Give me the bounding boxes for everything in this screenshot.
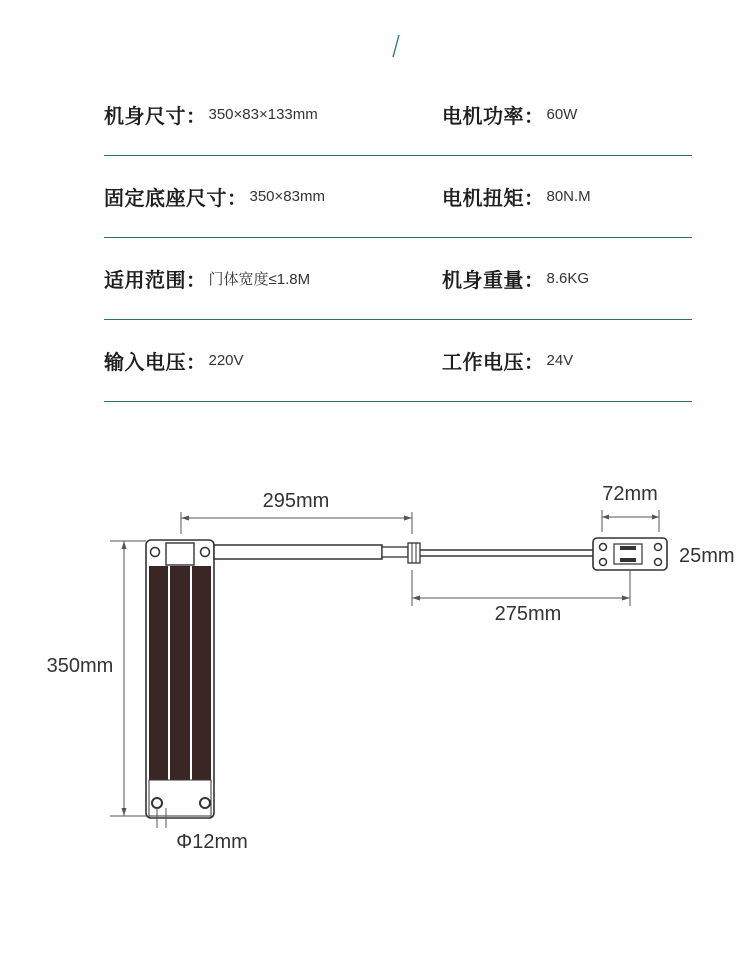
dimension-label: 295mm bbox=[262, 490, 330, 512]
spec-working-voltage bbox=[442, 320, 573, 401]
motor-body bbox=[146, 540, 214, 818]
spec-value: 350×83mm bbox=[249, 188, 325, 205]
spec-row bbox=[104, 238, 692, 320]
spec-label: 固定底座尺寸： bbox=[104, 186, 248, 210]
swing-arm bbox=[214, 543, 597, 563]
spec-row bbox=[104, 320, 692, 402]
spec-label: 机身重量： bbox=[442, 268, 545, 292]
dimension-arm-length bbox=[181, 490, 412, 534]
spec-row bbox=[104, 74, 692, 156]
spec-label: 输入电压： bbox=[104, 350, 207, 374]
spec-value: 24V bbox=[546, 352, 574, 369]
dimension-label: Φ12mm bbox=[176, 831, 248, 853]
spec-value: 8.6KG bbox=[546, 270, 590, 287]
spec-value: 门体宽度≤1.8M bbox=[208, 271, 311, 288]
spec-scope bbox=[104, 238, 310, 319]
dimension-label: 275mm bbox=[494, 603, 562, 625]
spec-label: 机身尺寸： bbox=[104, 104, 207, 128]
spec-motor-power bbox=[442, 74, 577, 155]
dimension-label: 350mm bbox=[46, 655, 114, 677]
spec-motor-torque bbox=[442, 156, 591, 237]
spec-input-voltage bbox=[104, 320, 244, 401]
door-bracket bbox=[593, 538, 667, 570]
spec-value: 220V bbox=[208, 352, 244, 369]
spec-body-size bbox=[104, 74, 318, 155]
dimension-rod-length bbox=[412, 570, 630, 625]
dimension-body-height bbox=[47, 541, 146, 816]
spec-label: 适用范围： bbox=[104, 268, 207, 292]
spec-value: 80N.M bbox=[546, 188, 591, 205]
spec-label: 电机功率： bbox=[442, 104, 545, 128]
dimension-bracket-height: 25mm bbox=[679, 545, 735, 567]
dimension-bracket-width bbox=[602, 483, 659, 532]
spec-base-size bbox=[104, 156, 325, 237]
spec-label: 工作电压： bbox=[442, 350, 545, 374]
spec-value: 350×83×133mm bbox=[208, 106, 318, 123]
spec-weight bbox=[442, 238, 589, 319]
dimension-label: 72mm bbox=[602, 483, 658, 505]
dimension-drawing bbox=[0, 470, 750, 870]
spec-value: 60W bbox=[546, 106, 578, 123]
spec-table bbox=[104, 74, 692, 402]
spec-row bbox=[104, 156, 692, 238]
decorative-slash bbox=[392, 34, 400, 58]
spec-label: 电机扭矩： bbox=[442, 186, 545, 210]
